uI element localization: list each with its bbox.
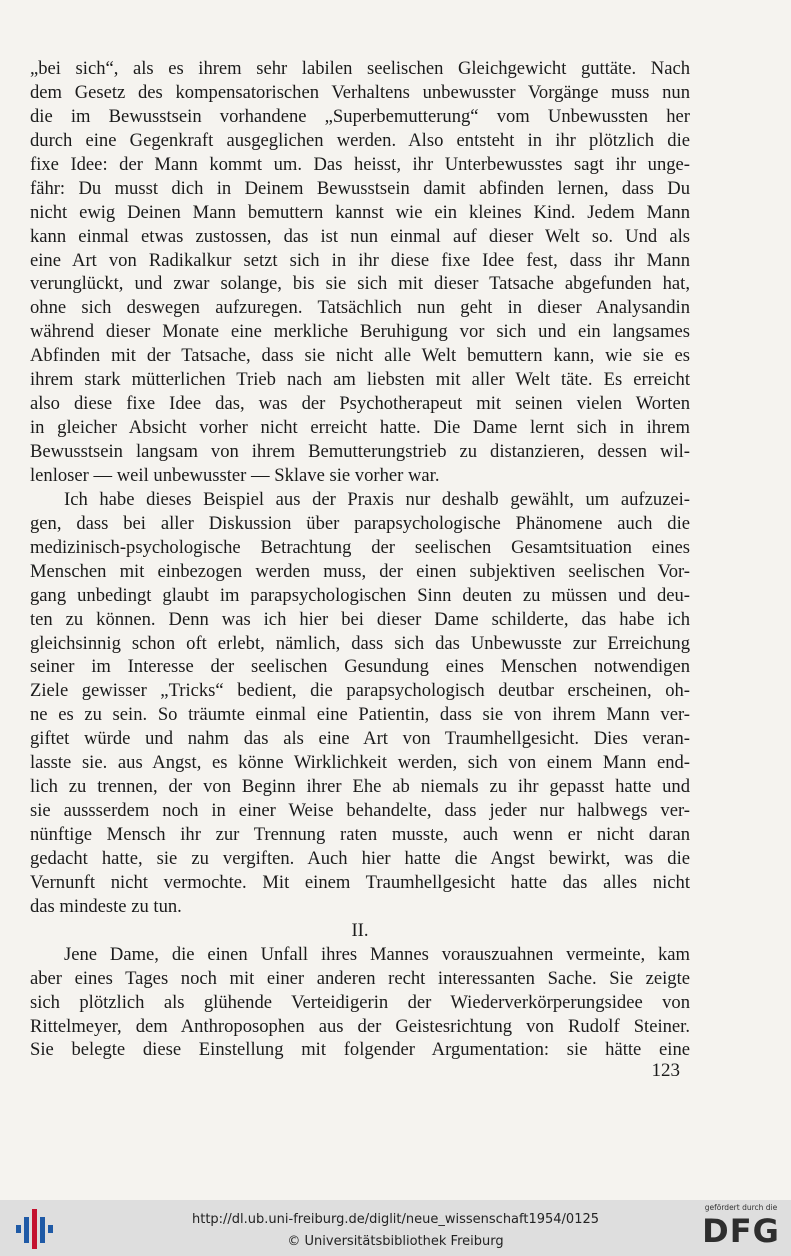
paragraph-end-line: lenloser — weil unbewusster — Sklave sie vorher war.: [30, 464, 440, 486]
text-line: dem Gesetz des kompensatorischen Verhaltens unbewusster Vorgänge muss nun: [30, 81, 690, 103]
text-line: fixe Idee: der Mann kommt um. Das heisst, ihr Unterbewusstes sagt ihr unge-: [30, 153, 690, 175]
text-line: giftet würde und nahm das als eine Art von Traumhellgesicht. Dies veran-: [30, 728, 690, 750]
text-line: in gleicher Absicht vorher nicht erreicht hatte. Die Dame lernt sich in ihrem: [30, 417, 690, 439]
text-line: eine Art von Radikalkur setzt sich in ihr diese fixe Idee fest, dass ihr Mann: [30, 249, 690, 271]
text-line: ten zu können. Denn was ich hier bei dieser Dame schilderte, das habe ich: [30, 608, 690, 630]
text-line: lich zu trennen, der von Beginn ihrer Ehe ab niemals zu ihr gepasst hatte und: [30, 776, 690, 798]
text-line: Sie belegte diese Einstellung mit folgender Argumentation: sie hätte eine: [30, 1039, 690, 1061]
text-line: lasste sie. aus Angst, es könne Wirklichkeit werden, sich von einem Mann end-: [30, 752, 690, 774]
library-logo-icon: [14, 1207, 54, 1251]
text-line: gen, dass bei aller Diskussion über parapsychologische Phänomene auch die: [30, 512, 690, 534]
text-line: sich plötzlich als glühende Verteidigerin der Wiederverkörperungsidee von: [30, 991, 690, 1013]
dfg-caption: gefördert durch die: [704, 1203, 778, 1212]
text-line: nicht ewig Deinen Mann bemuttern kannst wie ein kleines Kind. Jedem Mann: [30, 201, 690, 223]
page-text: [30, 57, 690, 1062]
copyright-notice: © Universitätsbibliothek Freiburg: [287, 1234, 504, 1249]
text-line: „bei sich“, als es ihrem sehr labilen seelischen Gleichgewicht guttäte. Nach: [30, 58, 690, 79]
text-line: Rittelmeyer, dem Anthroposophen aus der Geistesrichtung von Rudolf Steiner.: [30, 1015, 690, 1037]
text-line: sie aussserdem noch in einer Weise behandelte, dass jeder nur halbwegs ver-: [30, 800, 690, 822]
text-line: Menschen mit einbezogen werden muss, der einen subjektiven seelischen Vor-: [30, 560, 690, 582]
text-line: während dieser Monate eine merkliche Beruhigung vor sich und ein langsames: [30, 321, 690, 343]
text-line: die im Bewusstsein vorhandene „Superbemutterung“ vom Unbewussten her: [30, 105, 690, 127]
text-line: durch eine Gegenkraft ausgeglichen werden. Also entsteht in ihr plötzlich die: [30, 129, 690, 151]
paragraph-end-line: das mindeste zu tun.: [30, 895, 182, 917]
text-line: Bewusstsein langsam von ihrem Bemutterungstrieb zu distanzieren, dessen wil-: [30, 441, 690, 462]
text-line: ohne sich deswegen aufzuregen. Tatsächlich nun geht in dieser Analysandin: [30, 297, 690, 319]
text-line: fähr: Du musst dich in Deinem Bewusstsein damit abfinden lernen, dass Du: [30, 177, 690, 199]
section-heading: II.: [351, 919, 369, 941]
text-line: Ziele gewisser „Tricks“ bedient, die parapsychologisch deutbar erscheinen, oh-: [30, 680, 690, 702]
text-line: verunglückt, und zwar solange, bis sie sich mit dieser Tatsache abgefunden hat,: [30, 273, 690, 295]
text-line: Vernunft nicht vermochte. Mit einem Traumhellgesicht hatte das alles nicht: [30, 871, 690, 893]
text-line: gleichsinnig schon oft erlebt, nämlich, dass sich das Unbewusste zur Erreichung: [30, 632, 690, 654]
text-line: aber eines Tages noch mit einer anderen recht interessanten Sache. Sie zeigte: [30, 967, 690, 989]
text-line: nünftige Mensch ihr zur Trennung raten musste, auch wenn er nicht daran: [30, 824, 690, 845]
text-line: Abfinden mit der Tatsache, dass sie nicht alle Welt bemuttern kann, wie sie es: [30, 345, 690, 367]
dfg-logo: [698, 1203, 784, 1251]
paragraph-start-line: Jene Dame, die einen Unfall ihres Mannes vorauszuahnen vermeinte, kam: [64, 943, 690, 965]
dfg-logo-text: DFG: [702, 1212, 780, 1250]
text-line: gang unbedingt glaubt im parapsychologischen Sinn deuten zu müssen und deu-: [30, 584, 690, 606]
page-number: 123: [651, 1060, 680, 1081]
permalink-link[interactable]: http://dl.ub.uni-freiburg.de/diglit/neue_wissenschaft1954/0125: [191, 1212, 600, 1227]
text-line: medizinisch-psychologische Betrachtung der seelischen Gesamtsituation eines: [30, 536, 690, 558]
paragraph-start-line: Ich habe dieses Beispiel aus der Praxis nur deshalb gewählt, um aufzuzei-: [64, 488, 690, 510]
text-line: kann einmal etwas zustossen, das ist nun einmal auf dieser Welt so. Und als: [30, 225, 690, 247]
text-line: gedacht hatte, sie zu vergiften. Auch hier hatte die Angst bewirkt, was die: [30, 847, 690, 869]
text-line: ihrem stark mütterlichen Trieb nach am liebsten mit aller Welt täte. Es erreicht: [30, 369, 690, 391]
text-line: ne es zu sein. So träumte einmal eine Patientin, dass sie von ihrem Mann ver-: [30, 704, 690, 726]
text-line: seiner im Interesse der seelischen Gesundung eines Menschen notwendigen: [30, 656, 690, 678]
text-line: also diese fixe Idee das, was der Psychotherapeut mit seinen vielen Worten: [30, 393, 690, 415]
